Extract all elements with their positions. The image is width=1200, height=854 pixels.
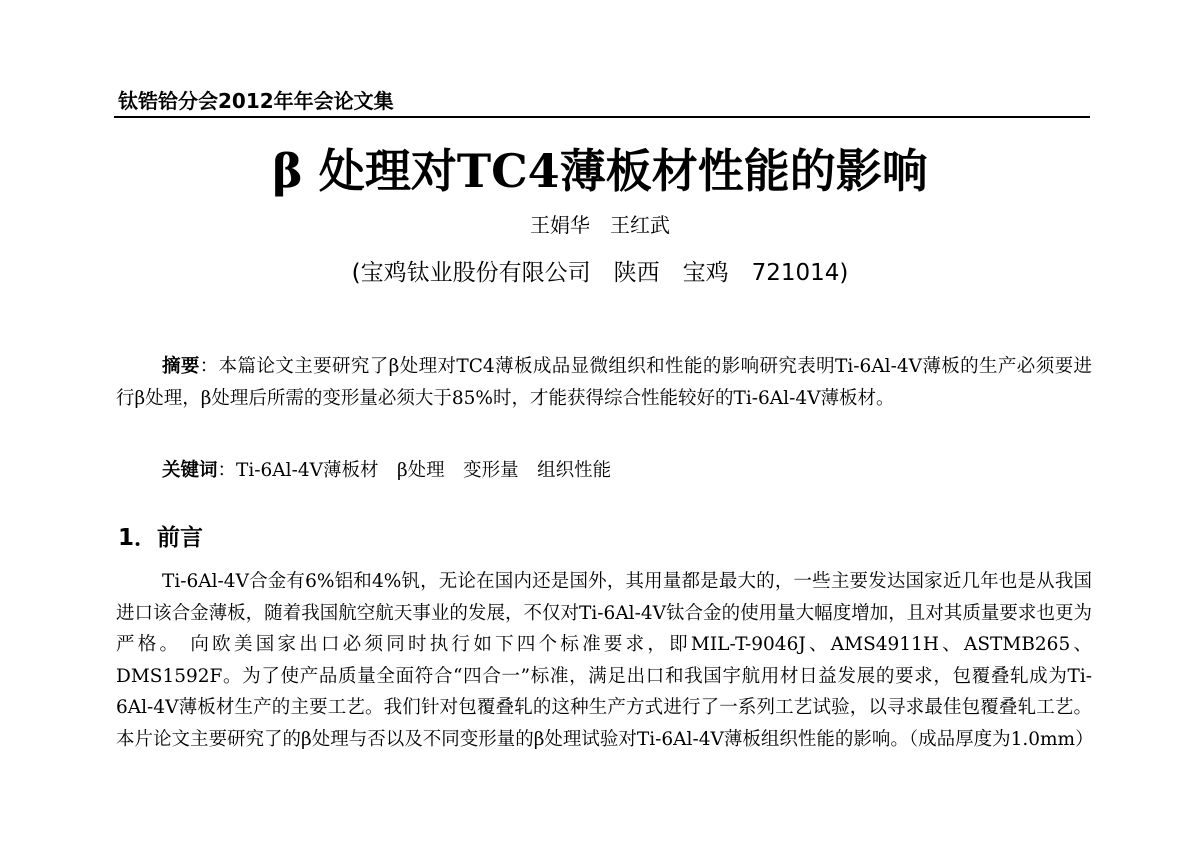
keywords-separator: ： — [217, 460, 237, 481]
header-rule — [114, 116, 1090, 118]
keywords-label: 关键词 — [162, 460, 218, 481]
author-list: 王娟华 王红武 — [530, 213, 670, 237]
running-header: 钛锆铪分会2012年年会论文集 — [118, 89, 394, 113]
abstract-separator: ： — [199, 356, 219, 377]
paper-title: β 处理对TC4薄板材性能的影响 — [272, 144, 928, 198]
abstract — [116, 351, 1092, 414]
abstract-text: 本篇论文主要研究了β处理对TC4薄板成品显微组织和性能的影响研究表明Ti-6Al-4V薄板的生产必须要进行β处理，β处理后所需的变形量必须大于85%时，才能获得综合性能较好的Ti-6Al-4V薄板材。 — [116, 356, 1092, 409]
section-heading-introduction: 1．前言 — [118, 525, 204, 551]
introduction-paragraph: Ti-6Al-4V合金有6%铝和4%钒，无论在国内还是国外，其用量都是最大的，一些主要发达国家近几年也是从我国进口该合金薄板，随着我国航空航天事业的发展，不仅对Ti-6Al-4V钛合金的使用量大幅度增加，且对其质量要求也更为严格。 向欧美国家出口必须同时执行如下四个标准要求，即MIL-T-9046J、AMS4911H、ASTMB265、DMS1592F。为了使产品质量全面符合“四合一”标准，满足出口和我国宇航用材日益发展的要求，包覆叠轧成为Ti-6Al-4V薄板材生产的主要工艺。我们针对包覆叠轧的这种生产方式进行了一系列工艺试验，以寻求最佳包覆叠轧工艺。本片论文主要研究了的β处理与否以及不同变形量的β处理试验对Ti-6Al-4V薄板组织性能的影响。（成品厚度为1.0mm） — [116, 571, 1094, 750]
affiliation: (宝鸡钛业股份有限公司 陕西 宝鸡 721014) — [351, 260, 849, 286]
keywords — [116, 455, 1092, 487]
keywords-text: Ti-6Al-4V薄板材 β处理 变形量 组织性能 — [236, 460, 612, 481]
abstract-label: 摘要 — [162, 356, 200, 377]
